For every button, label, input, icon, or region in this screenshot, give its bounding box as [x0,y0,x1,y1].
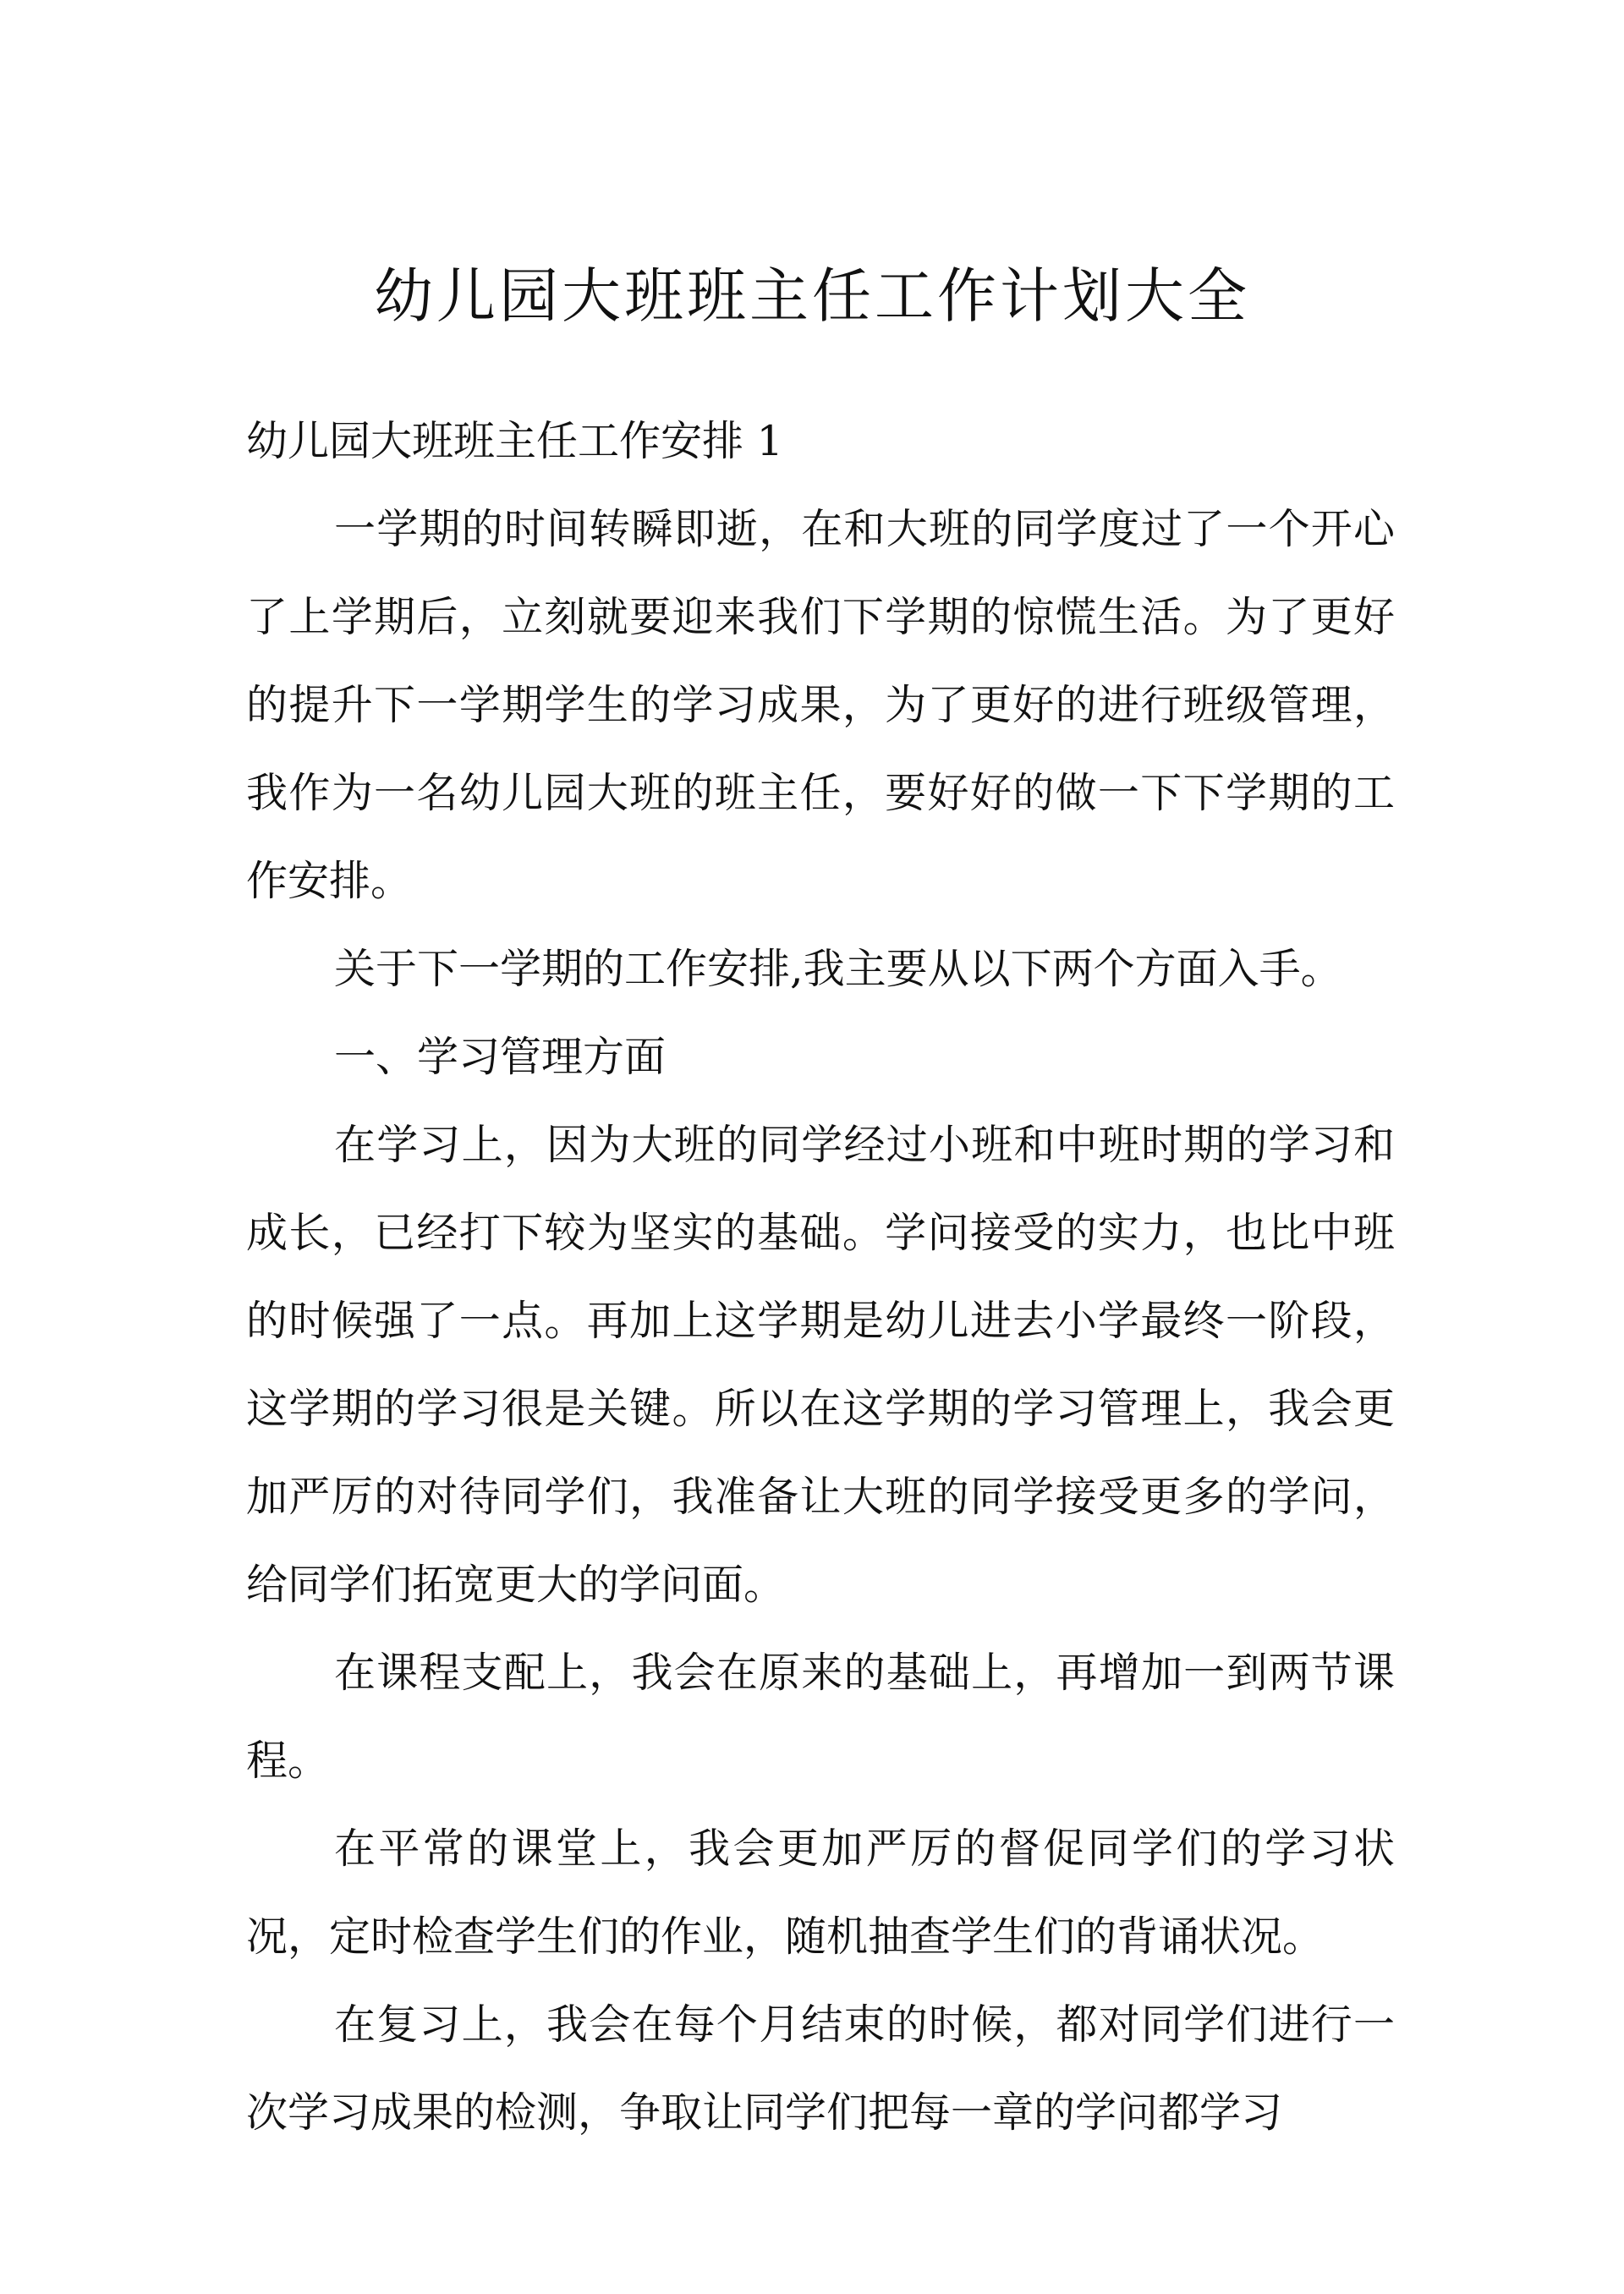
paragraph-curriculum: 在课程支配上，我会在原来的基础上，再增加一到两节课程。 [246,1649,1395,1785]
section-heading: 幼儿园大班班主任工作安排 1 [246,417,783,465]
paragraph-review: 在复习上，我会在每个月结束的时候，都对同学们进行一次学习成果的检测，争取让同学们把每一章的学问都学习 [246,2000,1395,2137]
paragraph-heading-study: 一、学习管理方面 [334,1033,667,1081]
paragraph-intro: 一学期的时间转瞬即逝，在和大班的同学度过了一个开心了上学期后，立刻就要迎来我们下学期的惊慌生活。为了更好的提升下一学期学生的学习成果，为了更好的进行班级管理，我作为一名幼儿园大班的班主任，要好好的做一下下学期的工作安排。 [246,505,1395,905]
paragraph-classroom: 在平常的课堂上，我会更加严厉的督促同学们的学习状况，定时检查学生们的作业，随机抽查学生们的背诵状况。 [246,1825,1395,1961]
paragraph-study: 在学习上，因为大班的同学经过小班和中班时期的学习和成长，已经打下较为坚实的基础。学问接受的实力，也比中班的时候强了一点。再加上这学期是幼儿进去小学最终一阶段，这学期的学习很是关键。所以在这学期的学习管理上，我会更加严厉的对待同学们，我准备让大班的同学接受更多的学问，给同学们拓宽更大的学问面。 [246,1121,1395,1609]
document-title: 幼儿园大班班主任工作计划大全 [374,261,1250,331]
paragraph-plan-overview: 关于下一学期的工作安排,我主要从以下两个方面入手。 [334,945,1342,993]
document-body [246,398,1395,2157]
